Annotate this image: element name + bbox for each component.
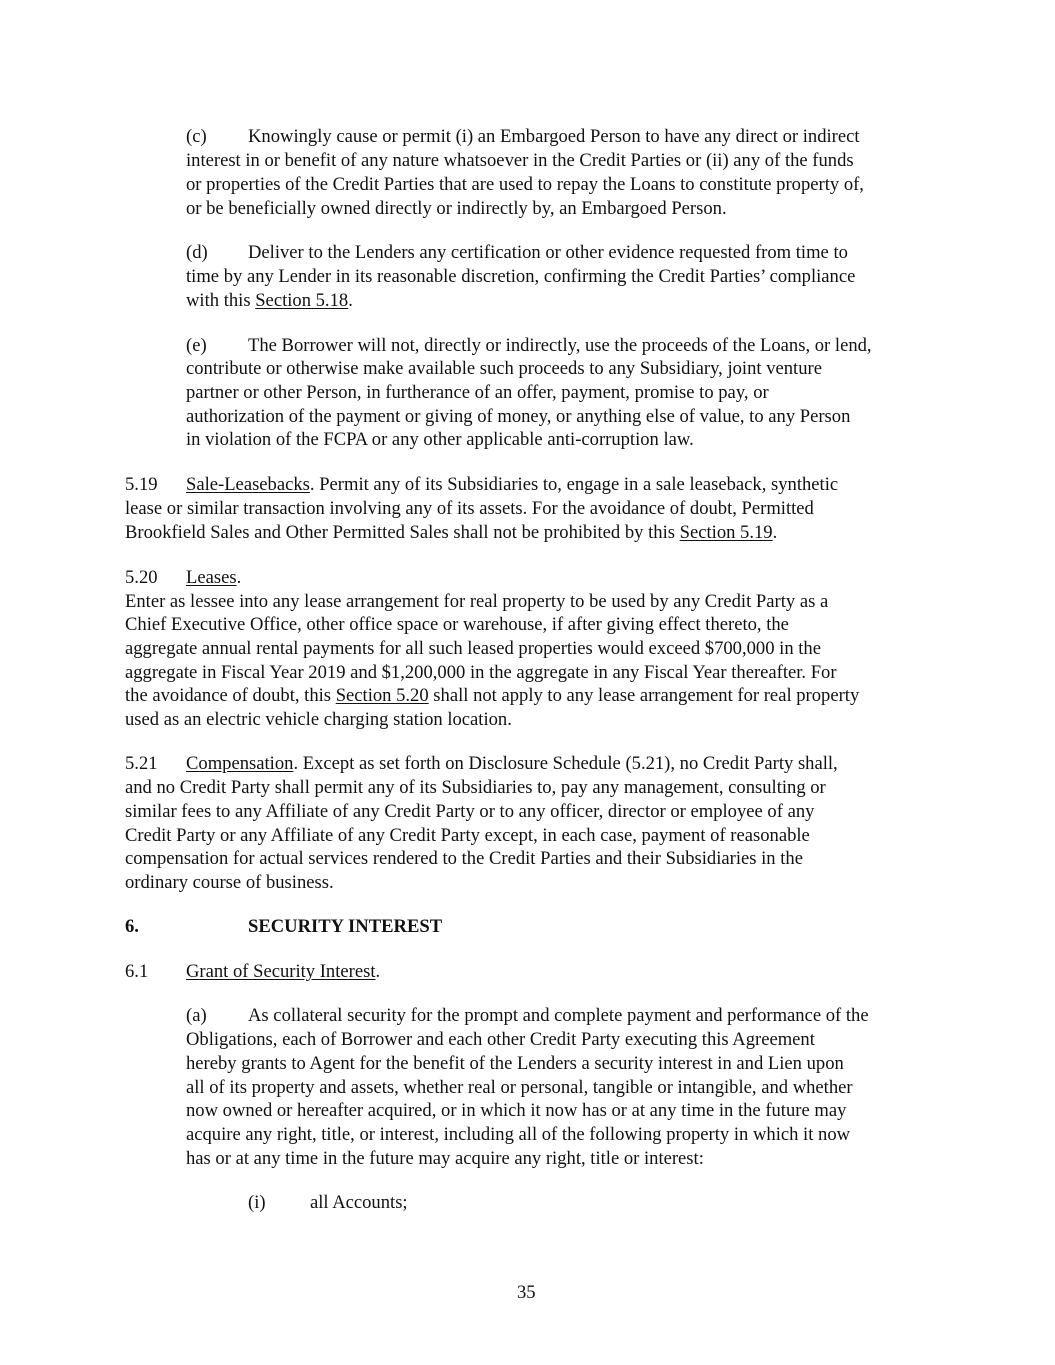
para-e-line: authorization of the payment or giving of money, or anything else of value, to any Person (186, 406, 851, 427)
section-5-19-line: lease or similar transaction involving any of its assets. For the avoidance of doubt, Permitted (125, 498, 814, 519)
section-5-21-line: compensation for actual services rendered to the Credit Parties and their Subsidiaries in the (125, 848, 803, 869)
section-5-20-line: Chief Executive Office, other office space or warehouse, if after giving effect thereto, the (125, 614, 789, 635)
page-number: 35 (517, 1282, 536, 1303)
para-6-1-a-line: As collateral security for the prompt and complete payment and performance of the (248, 1005, 869, 1026)
item-i-label: (i) (248, 1192, 266, 1213)
section-5-19-title: Sale-Leasebacks (186, 474, 310, 495)
section-5-21-number: 5.21 (125, 753, 158, 774)
para-6-1-a-line: has or at any time in the future may acquire any right, title or interest: (186, 1148, 704, 1169)
para-c-line: or properties of the Credit Parties that are used to repay the Loans to constitute property of, (186, 174, 864, 195)
para-e-line: partner or other Person, in furtherance of an offer, payment, promise to pay, or (186, 382, 769, 403)
section-5-20-line: the avoidance of doubt, this Section 5.20 shall not apply to any lease arrangement for real property (125, 685, 860, 706)
para-6-1-a-label: (a) (186, 1005, 207, 1026)
section-5-21-line: Credit Party or any Affiliate of any Credit Party except, in each case, payment of reasonable (125, 825, 810, 846)
para-d-label: (d) (186, 242, 208, 263)
para-e-line: in violation of the FCPA or any other applicable anti-corruption law. (186, 429, 694, 450)
para-e-line: The Borrower will not, directly or indirectly, use the proceeds of the Loans, or lend, (248, 335, 872, 356)
section-6-1-number: 6.1 (125, 961, 149, 982)
section-5-19-line: Sale-Leasebacks. Permit any of its Subsidiaries to, engage in a sale leaseback, synthetic (186, 474, 839, 495)
para-6-1-a-line: hereby grants to Agent for the benefit of the Lenders a security interest in and Lien upon (186, 1053, 844, 1074)
section-6-1-title: Grant of Security Interest (186, 961, 376, 982)
section-5-21-line: and no Credit Party shall permit any of its Subsidiaries to, pay any management, consulting or (125, 777, 826, 798)
para-c-line: Knowingly cause or permit (i) an Embargoed Person to have any direct or indirect (248, 126, 860, 147)
item-i-text: all Accounts; (310, 1192, 408, 1213)
para-e-label: (e) (186, 335, 207, 356)
para-c-line: or be beneficially owned directly or indirectly by, an Embargoed Person. (186, 198, 727, 219)
para-6-1-a-line: Obligations, each of Borrower and each other Credit Party executing this Agreement (186, 1029, 815, 1050)
section-5-20-line: Enter as lessee into any lease arrangement for real property to be used by any Credit Party as a (125, 591, 829, 612)
para-c-line: interest in or benefit of any nature whatsoever in the Credit Parties or (ii) any of the funds (186, 150, 854, 171)
section-5-20-line: aggregate in Fiscal Year 2019 and $1,200,000 in the aggregate in any Fiscal Year thereafter. For (125, 662, 837, 683)
article-6-number: 6. (125, 916, 139, 937)
section-5-20-line: aggregate annual rental payments for all such leased properties would exceed $700,000 in the (125, 638, 821, 659)
section-5-21-title: Compensation (186, 753, 294, 774)
section-5-18-reference: Section 5.18 (255, 290, 349, 311)
para-6-1-a-line: acquire any right, title, or interest, including all of the following property in which it now (186, 1124, 851, 1145)
section-5-19-number: 5.19 (125, 474, 158, 495)
section-5-20-number: 5.20 (125, 567, 158, 588)
para-d-line: time by any Lender in its reasonable discretion, confirming the Credit Parties’ compliance (186, 266, 856, 287)
section-5-20-reference: Section 5.20 (335, 685, 429, 706)
para-c-label: (c) (186, 126, 207, 147)
para-6-1-a-line: now owned or hereafter acquired, or in which it now has or at any time in the future may (186, 1100, 847, 1121)
para-d-line: Deliver to the Lenders any certification or other evidence requested from time to (248, 242, 848, 263)
section-6-1-heading: Grant of Security Interest. (186, 961, 381, 982)
section-5-21-line: similar fees to any Affiliate of any Credit Party or to any officer, director or employee of any (125, 801, 815, 822)
section-5-19-line: Brookfield Sales and Other Permitted Sales shall not be prohibited by this Section 5.19. (125, 522, 778, 543)
article-6-title: SECURITY INTEREST (248, 916, 443, 937)
section-5-20-title: Leases (186, 567, 237, 588)
para-6-1-a-line: all of its property and assets, whether real or personal, tangible or intangible, and whether (186, 1077, 853, 1098)
para-d-last-line: with this Section 5.18. (186, 290, 353, 311)
section-5-19-reference: Section 5.19 (679, 522, 773, 543)
section-5-21-line: Compensation. Except as set forth on Disclosure Schedule (5.21), no Credit Party shall, (186, 753, 838, 774)
section-5-20-line: used as an electric vehicle charging station location. (125, 709, 512, 730)
para-e-line: contribute or otherwise make available such proceeds to any Subsidiary, joint venture (186, 358, 822, 379)
section-5-21-line: ordinary course of business. (125, 872, 334, 893)
section-5-20-heading: Leases. (186, 567, 242, 588)
